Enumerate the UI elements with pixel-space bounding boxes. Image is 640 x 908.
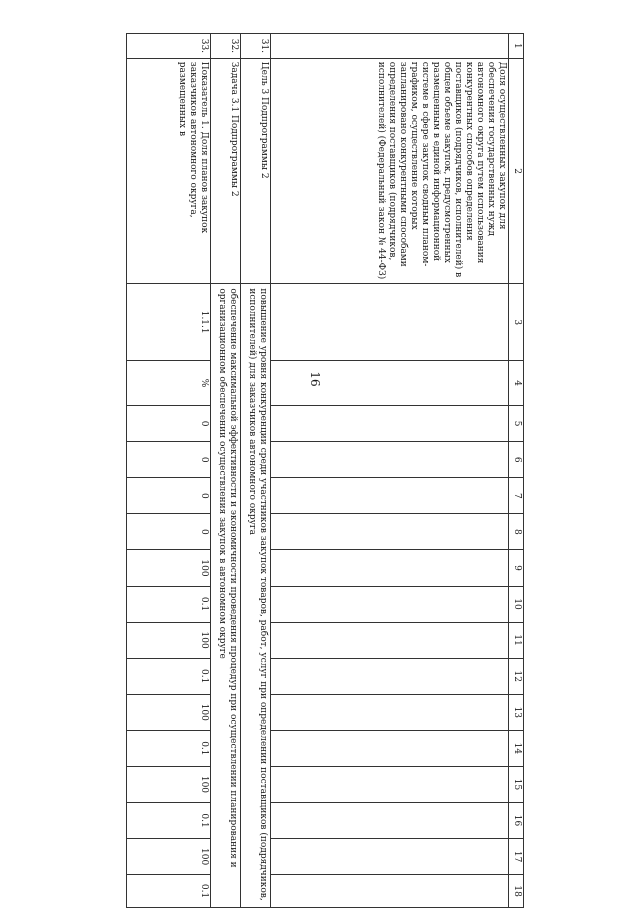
value-cell bbox=[271, 361, 509, 406]
value-cell: 0.1 bbox=[127, 875, 211, 908]
value-cell bbox=[271, 478, 509, 514]
header-cell: 15 bbox=[509, 766, 524, 802]
row-number: 32. bbox=[211, 34, 241, 59]
value-cell bbox=[271, 766, 509, 802]
header-cell: 10 bbox=[509, 586, 524, 622]
value-cell: 0.1 bbox=[127, 586, 211, 622]
table-row-task-3-1 bbox=[211, 34, 241, 908]
value-cell: 0 bbox=[127, 406, 211, 442]
header-cell: 18 bbox=[509, 875, 524, 908]
value-cell: 100 bbox=[127, 694, 211, 730]
header-cell: 14 bbox=[509, 730, 524, 766]
value-cell: 0.1 bbox=[127, 730, 211, 766]
value-cell: 1.1.1 bbox=[127, 284, 211, 361]
value-cell: 0 bbox=[127, 514, 211, 550]
header-cell: 4 bbox=[509, 361, 524, 406]
value-cell: 100 bbox=[127, 839, 211, 875]
header-cell: 2 bbox=[509, 58, 524, 284]
task-name: Задача 3.1 Подпрограммы 2 bbox=[211, 58, 241, 284]
value-cell bbox=[271, 284, 509, 361]
value-cell bbox=[271, 586, 509, 622]
rotated-table-container bbox=[104, 33, 524, 908]
value-cell bbox=[271, 730, 509, 766]
indicator-name: Доля осуществленных закупок для обеспечения государственных нужд автономного округа путем использования конкурентных способов определения поставщиков (подрядчиков, исполнителей) в общем объеме закупок, предусмотренных размещенным в единой информационной системе в сфере закупок сводным планом-графиком, осуществление которых запланировано конкурентными способами определения поставщиков (подрядчиков, исполнителей) (Федеральный закон № 44-ФЗ) bbox=[271, 58, 509, 284]
header-row bbox=[509, 34, 524, 908]
value-cell bbox=[271, 658, 509, 694]
value-cell bbox=[271, 514, 509, 550]
row-number: 31. bbox=[241, 34, 271, 59]
value-cell bbox=[271, 875, 509, 908]
header-cell: 12 bbox=[509, 658, 524, 694]
task-text: обеспечение максимальной эффективности и экономичности проведения процедур при осуществлении планирования и организационном обеспечении осуществления закупок в автономном округе bbox=[211, 284, 241, 908]
value-cell bbox=[271, 622, 509, 658]
header-cell: 1 bbox=[509, 34, 524, 59]
value-cell bbox=[271, 802, 509, 838]
header-cell: 3 bbox=[509, 284, 524, 361]
value-cell: 100 bbox=[127, 622, 211, 658]
header-cell: 17 bbox=[509, 839, 524, 875]
value-cell: % bbox=[127, 361, 211, 406]
table-row-previous-indicator bbox=[271, 34, 509, 908]
value-cell: 0 bbox=[127, 442, 211, 478]
value-cell bbox=[271, 406, 509, 442]
value-cell bbox=[271, 442, 509, 478]
header-cell: 9 bbox=[509, 550, 524, 586]
indicator-table bbox=[126, 33, 524, 908]
header-cell: 5 bbox=[509, 406, 524, 442]
header-cell: 11 bbox=[509, 622, 524, 658]
value-cell bbox=[271, 839, 509, 875]
value-cell: 0.1 bbox=[127, 658, 211, 694]
indicator-name: Показатель 1. Доля планов закупок заказчиков автономного округа, размещенных в bbox=[127, 58, 211, 284]
header-cell: 6 bbox=[509, 442, 524, 478]
goal-text: повышение уровня конкуренции среди участников закупок товаров, работ, услуг при определении поставщиков (подрядчиков, исполнителей) для заказчиков автономного округа bbox=[241, 284, 271, 908]
value-cell bbox=[271, 694, 509, 730]
value-cell bbox=[271, 550, 509, 586]
row-number bbox=[271, 34, 509, 59]
value-cell: 0.1 bbox=[127, 802, 211, 838]
row-number: 33. bbox=[127, 34, 211, 59]
value-cell: 100 bbox=[127, 550, 211, 586]
value-cell: 0 bbox=[127, 478, 211, 514]
table-row-indicator-1 bbox=[127, 34, 211, 908]
header-cell: 8 bbox=[509, 514, 524, 550]
page-number: 16 bbox=[308, 371, 322, 387]
header-cell: 13 bbox=[509, 694, 524, 730]
goal-name: Цель 3 Подпрограммы 2 bbox=[241, 58, 271, 284]
value-cell: 100 bbox=[127, 766, 211, 802]
table-row-goal-3 bbox=[241, 34, 271, 908]
header-cell: 7 bbox=[509, 478, 524, 514]
header-cell: 16 bbox=[509, 802, 524, 838]
